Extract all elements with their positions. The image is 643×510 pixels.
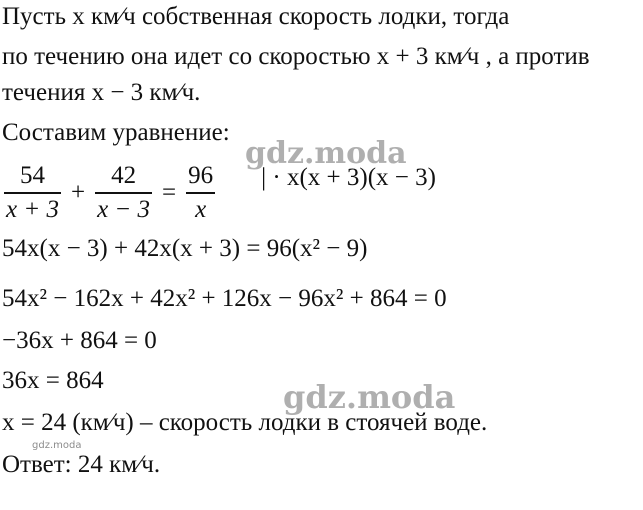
fraction-2-numerator: 42 <box>111 162 137 189</box>
equation-line-8: 36x = 864 <box>2 367 104 394</box>
watermark-top: gdz.moda <box>245 136 407 171</box>
equation-line-7: −36x + 864 = 0 <box>2 327 157 354</box>
fraction-2-bar <box>95 192 152 194</box>
fraction-3-bar <box>186 192 215 194</box>
fraction-1-denominator: x + 3 <box>6 196 59 223</box>
fraction-2-denominator: x − 3 <box>97 196 151 223</box>
equation-line-5: 54x(x − 3) + 42x(x + 3) = 96(x² − 9) <box>2 235 368 262</box>
watermark-small: gdz.moda <box>32 440 82 451</box>
equation-line-6: 54x² − 162x + 42x² + 126x − 96x² + 864 = 0 <box>2 285 447 312</box>
result-line-9: x = 24 (км⁄ч) – скорость лодки в стоячей воде. <box>2 409 488 436</box>
fraction-1-numerator: 54 <box>19 162 45 189</box>
text-line-4: Составим уравнение: <box>2 119 230 146</box>
fraction-1 <box>4 162 61 224</box>
fraction-1-bar <box>4 192 61 194</box>
watermark-bottom: gdz.moda <box>283 378 456 416</box>
plus-sign: + <box>70 179 86 206</box>
text-line-3: течения x − 3 км⁄ч. <box>2 79 201 106</box>
equals-sign: = <box>162 179 177 206</box>
fraction-3-numerator: 96 <box>188 162 214 189</box>
answer-line: Ответ: 24 км⁄ч. <box>2 451 161 478</box>
text-line-1: Пусть x км⁄ч собственная скорость лодки, тогда <box>2 3 510 30</box>
text-line-2: по течению она идет со скоростью x + 3 км⁄ч , а против <box>2 43 590 70</box>
fraction-3-denominator: x <box>195 196 207 223</box>
multiplier-note: | · x(x + 3)(x − 3) <box>261 164 436 191</box>
fraction-3 <box>186 162 215 224</box>
fraction-2 <box>95 162 152 224</box>
